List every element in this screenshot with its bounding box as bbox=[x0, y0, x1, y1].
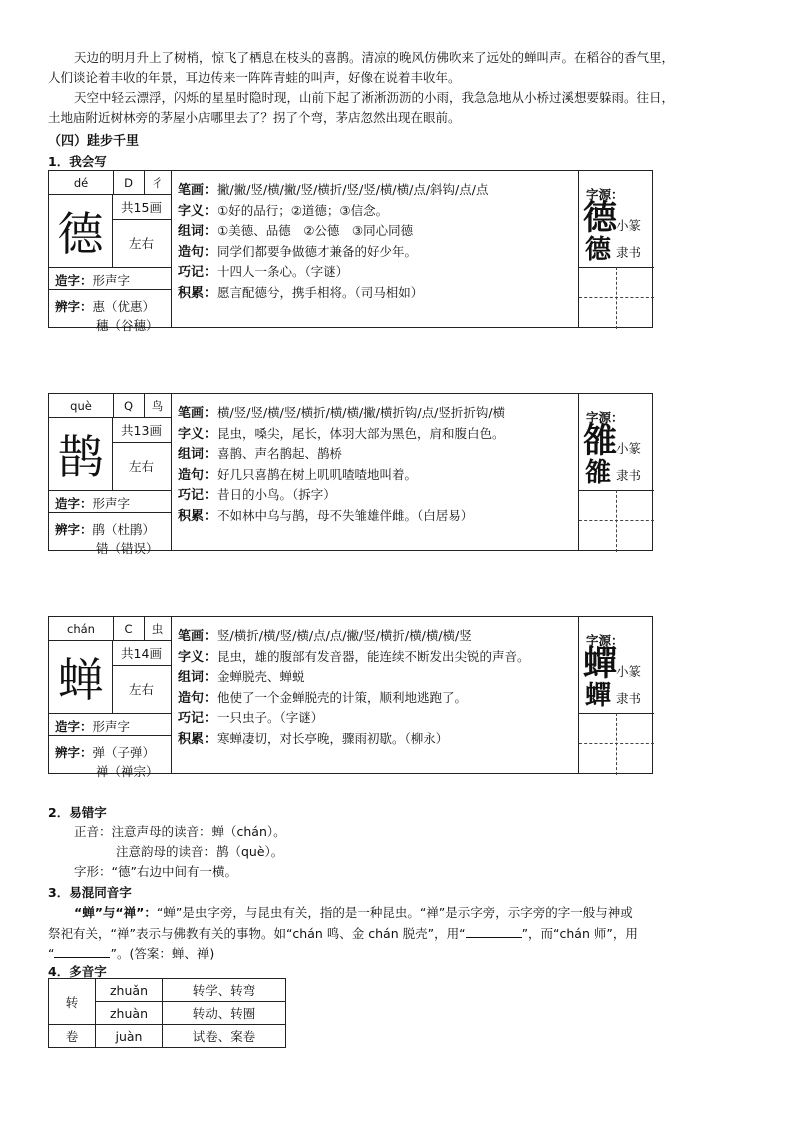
clerical-script-label: 隶书 bbox=[616, 245, 642, 260]
practice-grid[interactable] bbox=[579, 267, 654, 329]
radical: 虫 bbox=[151, 621, 164, 636]
distinguish-line: 辨字：惠（优惠） bbox=[55, 299, 156, 314]
main-character: 鹊 bbox=[57, 429, 104, 484]
structure: 左右 bbox=[128, 459, 154, 474]
passage-paragraph-2: 天空中轻云漂浮，闪烁的星星时隐时现，山前下起了淅淅沥沥的小雨，我急急地从小桥过溪想要躲雨。往日， 土地庙附近树林旁的茅屋小店哪里去了？拐了个弯，茅店忽然出现在眼前。 bbox=[48, 90, 675, 125]
practice-grid[interactable] bbox=[579, 490, 654, 552]
pronunciation-line-1: 正音：注意声母的读音：蝉（chán）。 bbox=[74, 824, 286, 839]
poly-pinyin: juàn bbox=[96, 1025, 163, 1048]
accumulation: 积累：寒蝉凄切，对长亭晚，骤雨初歇。（柳永） bbox=[178, 730, 449, 747]
structure: 左右 bbox=[128, 682, 154, 697]
clerical-script-glyph: 蟬 bbox=[585, 681, 612, 711]
distinguish-line: 辨字：弹（子弹） bbox=[55, 745, 156, 760]
index-letter: Q bbox=[123, 398, 134, 413]
strokes-order: 笔画：竖/横折/横/竖/横/点/点/撇/竖/横折/横/横/横/竖 bbox=[178, 628, 472, 644]
seal-script-label: 小篆 bbox=[616, 664, 642, 679]
seal-script-glyph: 德 bbox=[583, 198, 617, 238]
memory-tip: 巧记：昔日的小鸟。（拆字） bbox=[178, 487, 336, 504]
char-card bbox=[48, 170, 653, 333]
passage-paragraph-1: 天边的明月升上了树梢，惊飞了栖息在枝头的喜鹊。清凉的晚风仿佛吹来了远处的蝉叫声。在稻谷的香气里， 人们谈论着丰收的年景，耳边传来一阵阵青蛙的叫声，好像在说着丰收年。 bbox=[48, 50, 675, 85]
clerical-script-label: 隶书 bbox=[616, 468, 642, 483]
strokes-order: 笔画：横/竖/竖/横/竖/横折/横/横/撇/横折钩/点/竖折折钩/横 bbox=[178, 405, 506, 421]
polyphonic-table bbox=[48, 978, 286, 1048]
structure: 左右 bbox=[128, 236, 154, 251]
char-info bbox=[178, 626, 578, 750]
clerical-script-glyph: 雒 bbox=[585, 458, 612, 488]
homophone-line-2: 祭祀有关，“禅”表示与佛教有关的事物。如“chán 鸣、金 chán 脱壳”，用“ ”，而“chán 师”，用 bbox=[48, 923, 638, 944]
seal-script-glyph: 蟬 bbox=[583, 644, 617, 684]
sentence: 造句：好几只喜鹊在树上叽叽喳喳地叫着。 bbox=[178, 466, 418, 483]
memory-tip: 巧记：一只虫子。（字谜） bbox=[178, 710, 324, 727]
formation-line: 造字：形声字 bbox=[55, 719, 131, 734]
origin-label: 字源： bbox=[586, 633, 624, 648]
memory-tip: 巧记：十四人一条心。（字谜） bbox=[178, 264, 349, 281]
homophone-line-3: “ ”。(答案：蝉、禅) bbox=[48, 943, 214, 964]
distinguish-line-2: 禅（禅宗） bbox=[96, 764, 159, 779]
char-card bbox=[48, 616, 653, 779]
subheading-homophones: 3．易混同音字 bbox=[48, 885, 132, 900]
poly-words: 转动、转圈 bbox=[163, 1002, 286, 1025]
sentence: 造句：同学们都要争做德才兼备的好少年。 bbox=[178, 243, 418, 260]
char-info bbox=[178, 403, 578, 527]
pronunciation-line-2: 注意韵母的读音：鹊（què）。 bbox=[116, 844, 284, 859]
formation-line: 造字：形声字 bbox=[55, 273, 131, 288]
radical: 鸟 bbox=[151, 398, 164, 413]
strokes-order: 笔画：撇/撇/竖/横/撇/竖/横折/竖/竖/横/横/点/斜钩/点/点 bbox=[178, 182, 489, 198]
main-character: 德 bbox=[57, 206, 104, 261]
section-title: （四）跬步千里 bbox=[48, 134, 140, 149]
char-info bbox=[178, 180, 578, 304]
words: 组词：金蝉脱壳、蝉蜕 bbox=[178, 669, 305, 686]
sentence: 造句：他使了一个金蝉脱壳的计策，顺利地逃跑了。 bbox=[178, 689, 468, 706]
index-letter: D bbox=[124, 175, 133, 190]
stroke-count: 共13画 bbox=[121, 422, 162, 438]
accumulation: 积累：不如林中乌与鹊，母不失雏雄伴雌。（白居易） bbox=[178, 507, 474, 524]
meaning: 字义：昆虫，嗓尖，尾长，体羽大部为黑色，肩和腹白色。 bbox=[178, 425, 505, 442]
radical: 彳 bbox=[151, 175, 164, 190]
words: 组词：①美德、品德 ②公德 ③同心同德 bbox=[178, 223, 414, 240]
poly-pinyin: zhuǎn bbox=[96, 979, 163, 1002]
poly-char-zhuan: 转 bbox=[49, 979, 96, 1025]
seal-script-label: 小篆 bbox=[616, 218, 642, 233]
accumulation: 积累：愿言配德兮，携手相将。（司马相如） bbox=[178, 284, 424, 301]
origin-label: 字源： bbox=[586, 410, 624, 425]
practice-grid[interactable] bbox=[579, 713, 654, 775]
seal-script-glyph: 雒 bbox=[583, 421, 617, 461]
answer-blank-1[interactable] bbox=[466, 923, 522, 938]
distinguish-line-2: 穗（谷穗） bbox=[96, 318, 159, 333]
clerical-script-label: 隶书 bbox=[616, 691, 642, 706]
stroke-count: 共15画 bbox=[121, 199, 162, 215]
char-card bbox=[48, 393, 653, 556]
glyph-line: 字形：“德”右边中间有一横。 bbox=[74, 864, 237, 879]
formation-line: 造字：形声字 bbox=[55, 496, 131, 511]
subheading-polyphonic: 4．多音字 bbox=[48, 964, 107, 979]
homophone-line-1: “蝉”与“禅”：“蝉”是虫字旁，与昆虫有关，指的是一种昆虫。“禅”是示字旁，示字旁的字一般与神或 bbox=[74, 905, 633, 920]
subheading-errors: 2．易错字 bbox=[48, 805, 107, 820]
poly-words: 试卷、案卷 bbox=[163, 1025, 286, 1048]
pinyin: chán bbox=[67, 621, 95, 636]
subheading-write: 1．我会写 bbox=[48, 154, 107, 169]
meaning: 字义：昆虫，雄的腹部有发音器，能连续不断发出尖锐的声音。 bbox=[178, 648, 530, 665]
distinguish-line: 辨字：鹃（杜鹃） bbox=[55, 522, 156, 537]
stroke-count: 共14画 bbox=[121, 645, 162, 661]
poly-char-juan: 卷 bbox=[49, 1025, 96, 1048]
clerical-script-glyph: 德 bbox=[585, 235, 612, 265]
answer-blank-2[interactable] bbox=[54, 943, 110, 958]
index-letter: C bbox=[124, 621, 133, 636]
seal-script-label: 小篆 bbox=[616, 441, 642, 456]
origin-label: 字源： bbox=[586, 187, 624, 202]
meaning: 字义：①好的品行；②道德；③信念。 bbox=[178, 202, 389, 219]
poly-words: 转学、转弯 bbox=[163, 979, 286, 1002]
pinyin: què bbox=[70, 398, 92, 413]
distinguish-line-2: 错（错误） bbox=[96, 541, 159, 556]
main-character: 蝉 bbox=[57, 652, 104, 707]
words: 组词：喜鹊、声名鹊起、鹊桥 bbox=[178, 446, 343, 463]
pinyin: dé bbox=[73, 175, 89, 190]
poly-pinyin: zhuàn bbox=[96, 1002, 163, 1025]
